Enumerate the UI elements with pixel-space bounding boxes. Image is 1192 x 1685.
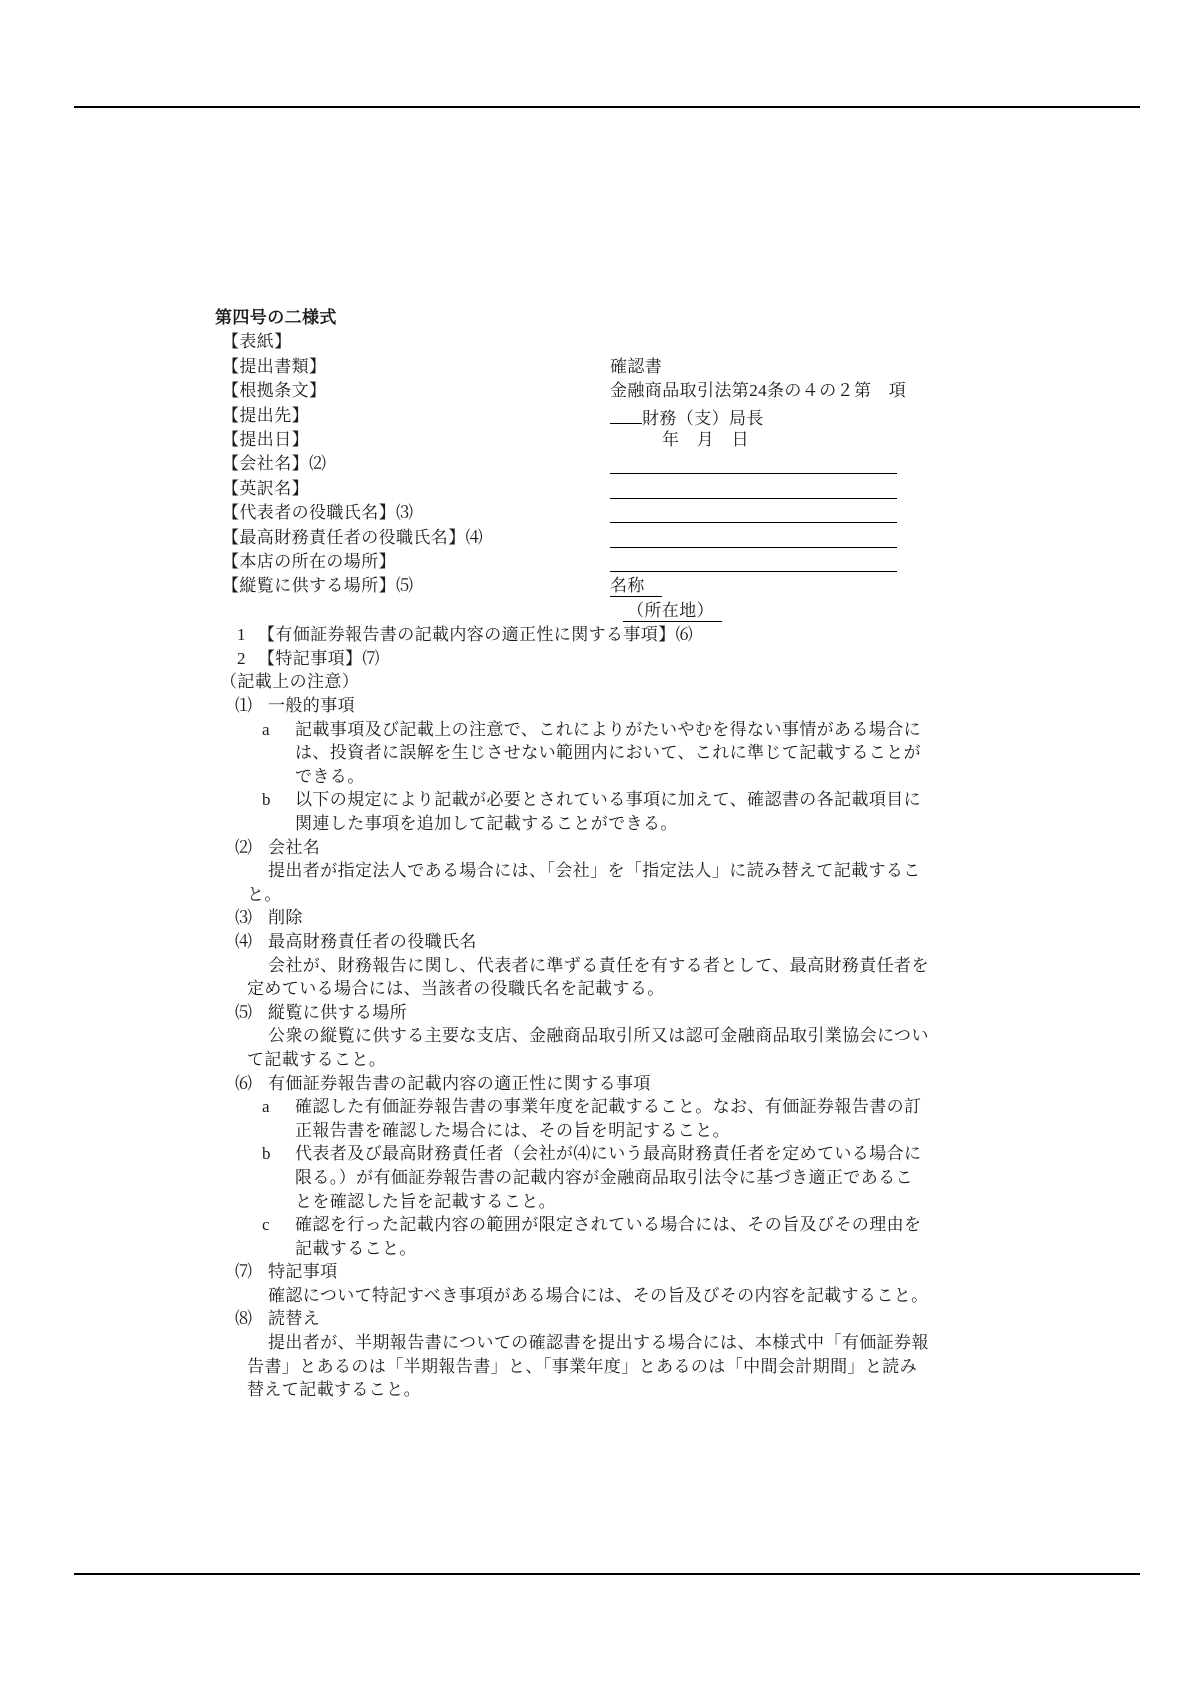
cover-fields xyxy=(215,330,930,623)
note-subitem xyxy=(215,1142,930,1213)
section-number: 1 xyxy=(237,625,246,645)
note-heading: 有価証券報告書の記載内容の適正性に関する事項 xyxy=(268,1073,651,1093)
note-marker: ⑹ xyxy=(235,1073,253,1093)
note-marker: ⑷ xyxy=(235,931,253,951)
note-heading-line xyxy=(215,906,930,930)
field-value-text: 確認書 xyxy=(610,356,663,376)
note-subitem xyxy=(215,788,930,835)
note-heading-line xyxy=(215,836,930,860)
fill-in-blank-line xyxy=(610,404,642,424)
field-label: 【英訳名】 xyxy=(222,478,309,498)
note-body-paragraph: 会社が、財務報告に関し、代表者に準ずる責任を有する者として、最高財務責任者を定めている場合には、当該者の役職氏名を記載する。 xyxy=(247,955,929,999)
note-subitem-text: 確認した有価証券報告書の事業年度を記載すること。なお、有価証券報告書の訂正報告書を確認した場合には、その旨を明記すること。 xyxy=(295,1097,922,1140)
form-heading: 第四号の二様式 xyxy=(215,308,337,327)
note-subitem xyxy=(215,1213,930,1260)
note-subitem-text: 確認を行った記載内容の範囲が限定されている場合には、その旨及びその理由を記載すること。 xyxy=(295,1215,922,1258)
note-subitem-text: 代表者及び最高財務責任者（会社が⑷にいう最高財務責任者を定めている場合に限る。）が有価証券報告書の記載内容が金融商品取引法令に基づき適正であることを確認した旨を記載すること。 xyxy=(295,1144,922,1211)
notes-title: （記載上の注意） xyxy=(220,672,360,692)
note-heading: 縦覧に供する場所 xyxy=(268,1002,408,1022)
form-field-row xyxy=(215,355,930,379)
note-subitem-marker: c xyxy=(262,1215,270,1235)
form-field-row xyxy=(215,330,930,354)
field-value-text: 年 月 日 xyxy=(662,430,749,450)
note-subitem-marker: a xyxy=(262,719,270,739)
field-value xyxy=(610,428,749,452)
page-bottom-rule xyxy=(74,1573,1140,1575)
form-field-row xyxy=(215,428,930,452)
field-label: 【提出日】 xyxy=(222,430,309,450)
note-heading: 最高財務責任者の役職氏名 xyxy=(268,931,477,951)
note-body-paragraph: 確認について特記すべき事項がある場合には、その旨及びその内容を記載すること。 xyxy=(268,1285,929,1305)
note-subitem xyxy=(215,718,930,789)
field-label: 【提出書類】 xyxy=(222,356,327,376)
notes-list xyxy=(215,694,930,1402)
form-body xyxy=(215,623,930,1402)
form-field-row xyxy=(215,550,930,574)
field-label: 【本店の所在の場所】 xyxy=(222,552,396,572)
field-value xyxy=(610,501,897,525)
note-heading: 読替え xyxy=(268,1309,321,1329)
note-heading: 削除 xyxy=(268,908,303,928)
section-title-line xyxy=(215,647,930,671)
form-field-row xyxy=(215,477,930,501)
note-heading-line xyxy=(215,694,930,718)
note-heading: 特記事項 xyxy=(268,1262,338,1282)
note-body-paragraph: 公衆の縦覧に供する主要な支店、金融商品取引所又は認可金融商品取引業協会について記載すること。 xyxy=(247,1026,929,1069)
note-heading-line xyxy=(215,1072,930,1096)
section-title: 【特記事項】⑺ xyxy=(258,648,380,668)
field-value xyxy=(610,477,897,501)
note-heading-line xyxy=(215,1001,930,1025)
note-marker: ⑶ xyxy=(235,908,253,928)
numbered-sections xyxy=(215,623,930,670)
field-value xyxy=(610,379,906,403)
field-label: 【提出先】 xyxy=(222,405,309,425)
field-label: 【代表者の役職氏名】⑶ xyxy=(222,503,414,523)
section-number: 2 xyxy=(237,648,246,668)
field-value xyxy=(610,452,897,476)
form-field-row xyxy=(215,526,930,550)
field-value xyxy=(610,574,662,598)
field-value-text: 金融商品取引法第24条の４の２第 項 xyxy=(610,381,907,401)
page-top-rule xyxy=(74,106,1140,108)
note-heading: 一般的事項 xyxy=(268,696,355,716)
fill-in-blank-line xyxy=(610,452,897,474)
note-subitem-marker: b xyxy=(262,1144,271,1164)
field-label: 【最高財務責任者の役職氏名】⑷ xyxy=(222,527,483,547)
note-subitem-text: 記載事項及び記載上の注意で、これによりがたいやむを得ない事情がある場合には、投資者に誤解を生じさせない範囲内において、これに準じて記載することができる。 xyxy=(295,719,922,786)
fill-in-blank-line xyxy=(610,501,897,523)
field-label: 【会社名】⑵ xyxy=(222,454,327,474)
form-field-row xyxy=(215,404,930,428)
note-heading: 会社名 xyxy=(268,837,321,857)
field-value xyxy=(610,526,897,550)
note-body-paragraph: 提出者が指定法人である場合には、「会社」を「指定法人」に読み替えて記載すること。 xyxy=(247,861,921,904)
note-marker: ⑸ xyxy=(235,1002,253,1022)
field-value-text: 財務（支）局長 xyxy=(642,408,764,428)
fill-in-blank-line xyxy=(610,477,897,499)
note-subitem-text: 以下の規定により記載が必要とされている事項に加えて、確認書の各記載項目に関連した事項を追加して記載することができる。 xyxy=(295,790,922,834)
note-heading-line xyxy=(215,1260,930,1284)
form-field-row xyxy=(215,501,930,525)
note-marker: ⑺ xyxy=(235,1262,253,1282)
field-value xyxy=(610,404,764,428)
field-label: 【縦覧に供する場所】⑸ xyxy=(222,576,414,596)
note-marker: ⑻ xyxy=(235,1309,253,1329)
note-heading-line xyxy=(215,930,930,954)
form-field-row xyxy=(215,574,930,598)
note-body-paragraph: 提出者が、半期報告書についての確認書を提出する場合には、本様式中「有価証券報告書」とあるのは「半期報告書」と、「事業年度」とあるのは「中間会計期間」と読み替えて記載すること。 xyxy=(247,1333,929,1400)
note-subitem-marker: b xyxy=(262,790,271,810)
field-label: 【根拠条文】 xyxy=(222,381,327,401)
section-title-line xyxy=(215,623,930,647)
note-marker: ⑵ xyxy=(235,837,253,857)
note-marker: ⑴ xyxy=(235,696,253,716)
field-value xyxy=(610,599,722,623)
note-subitem xyxy=(215,1095,930,1142)
fill-in-blank-line xyxy=(610,526,897,548)
fill-in-blank-line xyxy=(610,550,897,572)
field-value xyxy=(610,550,897,574)
note-subitem-marker: a xyxy=(262,1097,270,1117)
form-field-row xyxy=(215,452,930,476)
form-document xyxy=(215,306,930,1402)
underlined-value-text: 名称 xyxy=(610,574,662,597)
note-heading-line xyxy=(215,1307,930,1331)
field-value xyxy=(610,355,662,379)
form-field-row xyxy=(215,379,930,403)
form-field-row xyxy=(215,599,930,623)
underlined-value-text: （所在地） xyxy=(623,599,722,622)
section-title: 【有価証券報告書の記載内容の適正性に関する事項】⑹ xyxy=(258,625,693,645)
field-label: 【表紙】 xyxy=(222,332,292,352)
